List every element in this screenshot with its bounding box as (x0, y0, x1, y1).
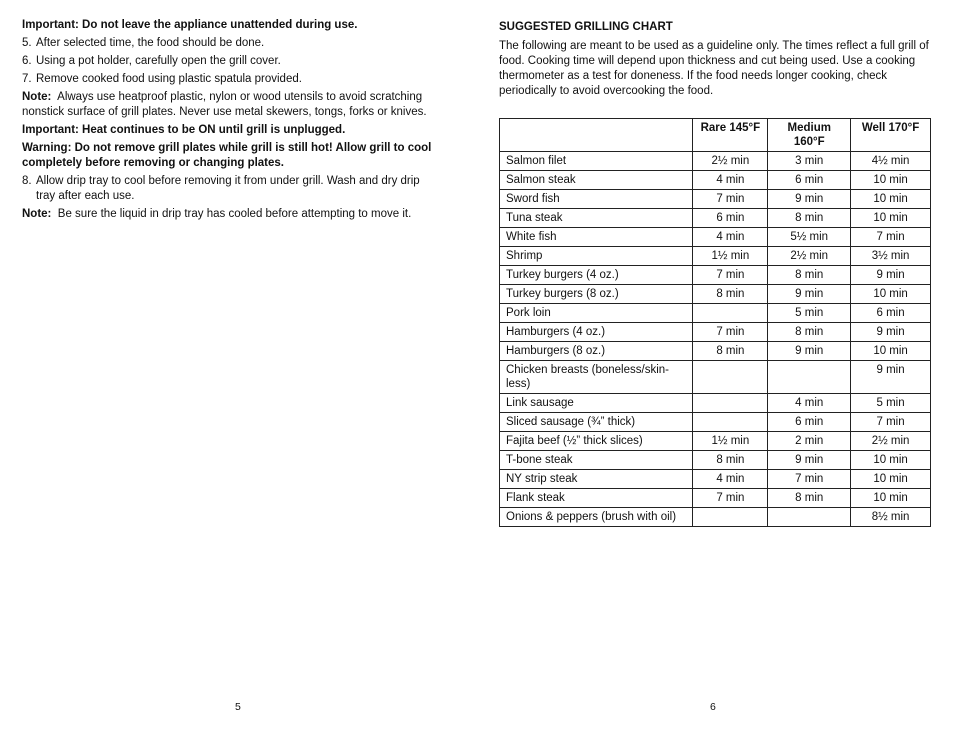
time-cell: 7 min (851, 228, 931, 247)
time-cell: 8 min (768, 323, 851, 342)
time-cell: 6 min (768, 171, 851, 190)
time-cell: 7 min (768, 470, 851, 489)
time-cell: 2½ min (768, 247, 851, 266)
important-heat: Important: Heat continues to be ON until grill is unplugged. (22, 124, 346, 136)
time-cell: 10 min (851, 209, 931, 228)
time-cell: 8½ min (851, 508, 931, 527)
time-cell: 2½ min (851, 432, 931, 451)
food-cell: Turkey burgers (4 oz.) (500, 266, 693, 285)
time-cell: 9 min (768, 190, 851, 209)
time-cell: 8 min (693, 451, 768, 470)
food-cell: White fish (500, 228, 693, 247)
step-5 (22, 36, 440, 51)
food-cell: Sliced sausage (¾” thick) (500, 413, 693, 432)
food-cell: Pork loin (500, 304, 693, 323)
time-cell (693, 304, 768, 323)
time-cell: 2½ min (693, 152, 768, 171)
warning-plates: Warning: Do not remove grill plates while grill is still hot! Allow grill to cool completely before removing or changing plates. (22, 142, 432, 169)
food-cell: Salmon filet (500, 152, 693, 171)
time-cell: 1½ min (693, 247, 768, 266)
time-cell: 5 min (851, 394, 931, 413)
time-cell: 5 min (768, 304, 851, 323)
time-cell: 3½ min (851, 247, 931, 266)
time-cell: 4½ min (851, 152, 931, 171)
table-row (500, 266, 931, 285)
food-cell: Hamburgers (4 oz.) (500, 323, 693, 342)
table-row (500, 190, 931, 209)
table-row (500, 323, 931, 342)
table-row (500, 413, 931, 432)
left-page (22, 18, 440, 225)
grilling-chart-table (499, 118, 931, 527)
time-cell: 6 min (851, 304, 931, 323)
time-cell: 10 min (851, 489, 931, 508)
table-row (500, 451, 931, 470)
time-cell: 4 min (693, 470, 768, 489)
time-cell: 4 min (693, 171, 768, 190)
time-cell: 9 min (768, 342, 851, 361)
time-cell: 6 min (693, 209, 768, 228)
food-cell: Turkey burgers (8 oz.) (500, 285, 693, 304)
time-cell: 8 min (693, 285, 768, 304)
page-number-left: 5 (235, 701, 241, 713)
time-cell: 10 min (851, 171, 931, 190)
step-number: 6. (22, 55, 32, 67)
step-text: Remove cooked food using plastic spatula provided. (36, 73, 302, 85)
table-row (500, 285, 931, 304)
time-cell (693, 508, 768, 527)
table-row (500, 247, 931, 266)
time-cell (693, 394, 768, 413)
food-cell: Onions & peppers (brush with oil) (500, 508, 693, 527)
right-page (499, 18, 931, 99)
food-cell: T-bone steak (500, 451, 693, 470)
time-cell: 3 min (768, 152, 851, 171)
header-cell-doneness: Well 170°F (851, 119, 931, 152)
header-cell-food (500, 119, 693, 152)
time-cell: 10 min (851, 342, 931, 361)
page-number-right: 6 (710, 701, 716, 713)
time-cell (693, 413, 768, 432)
food-cell: Hamburgers (8 oz.) (500, 342, 693, 361)
step-text: Using a pot holder, carefully open the grill cover. (36, 55, 281, 67)
step-number: 8. (22, 175, 32, 187)
time-cell: 9 min (851, 266, 931, 285)
time-cell: 9 min (768, 451, 851, 470)
step-number: 5. (22, 37, 32, 49)
step-text: After selected time, the food should be done. (36, 37, 265, 49)
time-cell: 4 min (768, 394, 851, 413)
food-cell: Shrimp (500, 247, 693, 266)
time-cell: 9 min (768, 285, 851, 304)
time-cell (693, 361, 768, 394)
food-cell: NY strip steak (500, 470, 693, 489)
step-text: Allow drip tray to cool before removing it from under grill. Wash and dry drip tray after each use. (36, 175, 420, 202)
time-cell: 2 min (768, 432, 851, 451)
time-cell: 1½ min (693, 432, 768, 451)
time-cell: 5½ min (768, 228, 851, 247)
table-body (500, 152, 931, 527)
time-cell (768, 508, 851, 527)
table-row (500, 432, 931, 451)
table-row (500, 394, 931, 413)
time-cell: 9 min (851, 361, 931, 394)
table-row (500, 304, 931, 323)
time-cell: 8 min (768, 489, 851, 508)
step-number: 7. (22, 73, 32, 85)
note-text: Always use heatproof plastic, nylon or wood utensils to avoid scratching nonstick surface of grill plates. Never use metal skewers, tongs, forks or knives. (22, 91, 427, 118)
table-row (500, 508, 931, 527)
food-cell: Salmon steak (500, 171, 693, 190)
chart-intro: The following are meant to be used as a guideline only. The times reflect a full grill of food. Cooking time will depend upon thickness and cut being used. Use a cooking thermometer as a test for doneness. If the food needs longer cooking, check periodically to avoid overcooking the food. (499, 40, 929, 97)
chart-heading: SUGGESTED GRILLING CHART (499, 21, 673, 33)
time-cell: 7 min (851, 413, 931, 432)
table-row (500, 361, 931, 394)
time-cell (768, 361, 851, 394)
table-header-row (500, 119, 931, 152)
food-cell: Chicken breasts (boneless/skin-less) (500, 361, 693, 394)
note-label: Note: (22, 208, 52, 220)
time-cell: 9 min (851, 323, 931, 342)
food-cell: Sword fish (500, 190, 693, 209)
table-header (500, 119, 931, 152)
time-cell: 7 min (693, 266, 768, 285)
note-utensils (22, 90, 440, 120)
time-cell: 8 min (693, 342, 768, 361)
time-cell: 8 min (768, 209, 851, 228)
table-row (500, 228, 931, 247)
food-cell: Tuna steak (500, 209, 693, 228)
food-cell: Fajita beef (½” thick slices) (500, 432, 693, 451)
note-label: Note: (22, 91, 52, 103)
step-7 (22, 72, 440, 87)
table-row (500, 489, 931, 508)
table-row (500, 470, 931, 489)
note-drip-tray (22, 207, 440, 222)
time-cell: 10 min (851, 470, 931, 489)
table-row (500, 171, 931, 190)
food-cell: Flank steak (500, 489, 693, 508)
time-cell: 6 min (768, 413, 851, 432)
table-row (500, 152, 931, 171)
step-8 (22, 174, 440, 204)
table-row (500, 209, 931, 228)
time-cell: 7 min (693, 323, 768, 342)
time-cell: 10 min (851, 285, 931, 304)
note-text: Be sure the liquid in drip tray has cooled before attempting to move it. (57, 208, 412, 220)
step-6 (22, 54, 440, 69)
time-cell: 10 min (851, 451, 931, 470)
important-notice: Important: Do not leave the appliance unattended during use. (22, 19, 358, 31)
time-cell: 7 min (693, 190, 768, 209)
time-cell: 4 min (693, 228, 768, 247)
time-cell: 10 min (851, 190, 931, 209)
time-cell: 8 min (768, 266, 851, 285)
food-cell: Link sausage (500, 394, 693, 413)
header-cell-doneness: Medium 160°F (768, 119, 851, 152)
table-row (500, 342, 931, 361)
header-cell-doneness: Rare 145°F (693, 119, 768, 152)
time-cell: 7 min (693, 489, 768, 508)
